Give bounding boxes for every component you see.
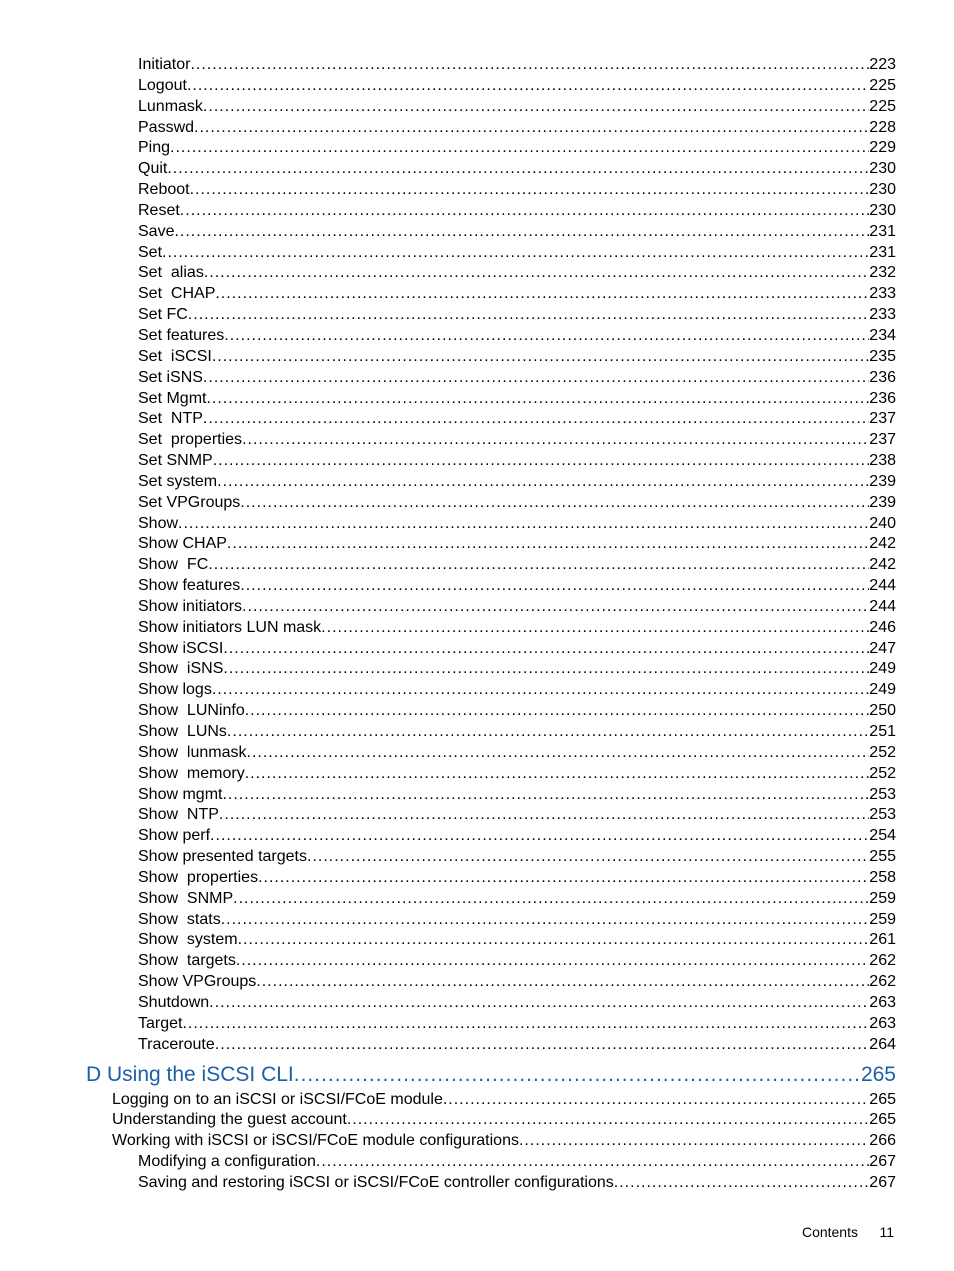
toc-entry[interactable] [0,764,954,785]
toc-entry[interactable] [0,785,954,806]
dot-leader [217,472,869,493]
toc-entry[interactable] [0,1090,954,1111]
toc-entry[interactable] [0,555,954,576]
toc-entry-line[interactable] [138,451,896,472]
toc-entry-title[interactable]: Show perf [138,827,211,845]
toc-entry-title[interactable]: Set FC [138,306,188,324]
dot-leader [223,659,869,680]
toc-entry[interactable] [0,368,954,389]
dot-leader [178,514,869,535]
toc-entry-line[interactable] [138,1173,896,1194]
toc-entry[interactable] [0,201,954,222]
toc-entry-page-number[interactable]: 250 [869,702,896,720]
toc-entry-page-number[interactable]: 237 [869,431,896,449]
toc-entry-title[interactable]: Show [138,514,179,532]
toc-entry-page-number[interactable]: 244 [869,597,896,615]
dot-leader [208,555,869,576]
toc-entry-title[interactable]: Set VPGroups [138,493,241,511]
toc-entry-page-number[interactable]: 249 [869,681,896,699]
toc-entry-page-number[interactable]: 255 [869,848,896,866]
toc-entry[interactable] [0,680,954,701]
toc-entry-title[interactable]: Show memory [138,764,245,782]
toc-entry-page-number[interactable]: 244 [869,577,896,595]
toc-entry-title[interactable]: Ping [138,139,171,157]
toc-entry-title[interactable]: Lunmask [138,97,203,115]
toc-entry-line[interactable] [112,1110,896,1131]
toc-entry-title[interactable]: Show stats [138,910,221,928]
toc-entry-line[interactable] [138,514,896,535]
toc-chapter-entry[interactable] [0,1058,954,1091]
toc-entry-title[interactable]: Passwd [138,118,195,136]
toc-entry[interactable] [0,284,954,305]
toc-entry[interactable] [0,659,954,680]
toc-entry[interactable] [0,409,954,430]
toc-entry-line[interactable] [138,868,896,889]
toc-entry-line[interactable] [138,680,896,701]
toc-entry-title[interactable]: Set SNMP [138,452,213,470]
toc-entry-title[interactable]: Reset [138,201,180,219]
toc-entry-page-number[interactable]: 240 [869,514,896,532]
toc-entry-line[interactable] [138,826,896,847]
toc-entry[interactable] [0,1173,954,1194]
dot-leader [203,97,869,118]
dot-leader [215,284,869,305]
dot-leader [238,930,870,951]
toc-entry-line[interactable] [138,534,896,555]
toc-entry-page-number[interactable]: 236 [869,389,896,407]
dot-leader [167,159,869,180]
toc-entry-page-number[interactable]: 246 [869,618,896,636]
dot-leader [258,868,869,889]
toc-entry-page-number[interactable]: 267 [869,1153,896,1171]
toc-entry-title[interactable]: Set CHAP [138,285,216,303]
toc-entry-page-number[interactable]: 249 [869,660,896,678]
page-footer [0,1222,954,1242]
toc-entry-line[interactable] [138,493,896,514]
toc-entry-line[interactable] [138,430,896,451]
toc-entry-title[interactable]: Modifying a configuration [138,1153,316,1171]
toc-entry-title[interactable]: Show system [138,931,238,949]
toc-entry-page-number[interactable]: 252 [869,764,896,782]
dot-leader [245,764,870,785]
toc-entry-title[interactable]: Understanding the guest account [112,1111,347,1129]
toc-entry-line[interactable] [138,847,896,868]
toc-entry-page-number[interactable]: 259 [869,910,896,928]
toc-entry-page-number[interactable]: 253 [869,785,896,803]
dot-leader [204,263,869,284]
toc-entry-line[interactable] [138,97,896,118]
toc-entry[interactable] [0,1014,954,1035]
toc-entry-page-number[interactable]: 265 [869,1111,896,1129]
toc-entry-title[interactable]: Logout [138,76,187,94]
toc-entry[interactable] [0,97,954,118]
toc-entry-line[interactable] [138,368,896,389]
dot-leader [221,910,870,931]
toc-entry[interactable] [0,534,954,555]
dot-leader [212,680,869,701]
toc-entry-line[interactable] [138,263,896,284]
dot-leader [222,785,869,806]
toc-entry-line[interactable] [138,409,896,430]
toc-entry[interactable] [0,805,954,826]
dot-leader [443,1090,869,1111]
toc-entry-title[interactable]: Quit [138,160,168,178]
toc-entry-line[interactable] [138,1014,896,1035]
dot-leader [174,222,869,243]
toc-entry-page-number[interactable]: 232 [869,264,896,282]
toc-entry-title[interactable]: Working with iSCSI or iSCSI/FCoE module configurations [112,1132,519,1150]
toc-entry-line[interactable] [138,930,896,951]
dot-leader [236,951,869,972]
toc-entry-line[interactable] [138,159,896,180]
toc-entry[interactable] [0,159,954,180]
toc-entry-page-number[interactable]: 225 [869,97,896,115]
dot-leader [227,534,869,555]
toc-entry-page-number[interactable]: 237 [869,410,896,428]
toc-entry-page-number[interactable]: 225 [869,76,896,94]
toc-entry-page-number[interactable]: 239 [869,493,896,511]
toc-entry-title[interactable]: Show mgmt [138,785,223,803]
dot-leader [215,1035,870,1056]
toc-entry-title[interactable]: Show CHAP [138,535,227,553]
dot-leader [209,993,869,1014]
toc-entry-title[interactable]: Saving and restoring iSCSI or iSCSI/FCoE controller configurations [138,1173,614,1191]
dot-leader [294,1058,861,1091]
toc-entry-line[interactable] [138,305,896,326]
toc-entry[interactable] [0,889,954,910]
toc-entry-line[interactable] [138,597,896,618]
toc-entry-page-number[interactable]: 259 [869,889,896,907]
toc-entry-title[interactable]: Set iSNS [138,368,203,386]
dot-leader [219,805,869,826]
toc-entry[interactable] [0,701,954,722]
toc-entry-line[interactable] [138,118,896,139]
toc-entry-title[interactable]: Reboot [138,181,190,199]
dot-leader [206,389,869,410]
dot-leader [316,1152,869,1173]
toc-entry[interactable] [0,76,954,97]
dot-leader [188,305,870,326]
toc-entry-line[interactable] [138,951,896,972]
toc-entry[interactable] [0,305,954,326]
toc-entry-page-number[interactable]: 262 [869,973,896,991]
toc-entry-line[interactable] [138,618,896,639]
toc-entry[interactable] [0,451,954,472]
toc-entry-page-number[interactable]: 247 [869,639,896,657]
toc-entry-page-number[interactable]: 261 [869,931,896,949]
toc-entry[interactable] [0,263,954,284]
toc-entry-page-number[interactable]: 230 [869,201,896,219]
toc-entry[interactable] [0,639,954,660]
toc-entry-line[interactable] [138,243,896,264]
toc-entry-page-number[interactable]: 258 [869,868,896,886]
table-of-contents [0,55,954,1194]
toc-entry-line[interactable] [138,764,896,785]
toc-entry-line[interactable] [138,222,896,243]
toc-entry-page-number[interactable]: 267 [869,1173,896,1191]
toc-entry[interactable] [0,389,954,410]
toc-entry-line[interactable] [138,972,896,993]
toc-entry[interactable] [0,430,954,451]
toc-entry-title[interactable]: Logging on to an iSCSI or iSCSI/FCoE module [112,1090,443,1108]
toc-entry[interactable] [0,55,954,76]
dot-leader [182,1014,869,1035]
toc-entry-line[interactable] [138,805,896,826]
toc-entry-title[interactable]: Show VPGroups [138,973,257,991]
toc-entry[interactable] [0,472,954,493]
dot-leader [519,1131,869,1152]
toc-entry-title[interactable]: Set [138,243,163,261]
toc-entry-page-number[interactable]: 233 [869,285,896,303]
toc-entry[interactable] [0,576,954,597]
toc-entry[interactable] [0,972,954,993]
toc-entry-line[interactable] [138,389,896,410]
toc-entry[interactable] [0,722,954,743]
toc-entry[interactable] [0,826,954,847]
toc-entry-page-number[interactable]: 252 [869,743,896,761]
dot-leader [170,138,869,159]
toc-entry[interactable] [0,326,954,347]
toc-entry-line[interactable] [138,180,896,201]
toc-entry-line[interactable] [138,722,896,743]
toc-entry-line[interactable] [138,576,896,597]
toc-entry-line[interactable] [138,889,896,910]
dot-leader [213,451,870,472]
dot-leader [240,493,869,514]
toc-entry-line[interactable] [138,347,896,368]
toc-entry-title[interactable]: Show NTP [138,806,219,824]
toc-entry-page-number[interactable]: 233 [869,306,896,324]
toc-entry-title[interactable]: Show LUNinfo [138,702,245,720]
dot-leader [187,76,869,97]
dot-leader [224,326,869,347]
toc-entry[interactable] [0,1152,954,1173]
toc-entry-title[interactable]: Show initiators LUN mask [138,618,322,636]
toc-entry-page-number[interactable]: 242 [869,535,896,553]
toc-entry-page-number[interactable]: 230 [869,181,896,199]
dot-leader [162,243,869,264]
toc-entry-title[interactable]: Show iSCSI [138,639,224,657]
toc-entry-title[interactable]: Shutdown [138,993,210,1011]
dot-leader [203,368,869,389]
toc-entry-line[interactable] [138,284,896,305]
toc-entry-title[interactable]: Save [138,222,175,240]
toc-entry-title[interactable]: Set system [138,472,218,490]
toc-entry[interactable] [0,597,954,618]
toc-entry-title[interactable]: Set properties [138,431,243,449]
toc-entry[interactable] [0,930,954,951]
toc-entry-title[interactable]: Initiator [138,56,191,73]
toc-entry-title[interactable]: Set alias [138,264,204,282]
toc-entry-line[interactable] [138,701,896,722]
toc-entry-title[interactable]: Show initiators [138,597,243,615]
toc-entry-title[interactable]: Set features [138,326,225,344]
toc-entry[interactable] [0,951,954,972]
toc-entry-page-number[interactable]: 266 [869,1132,896,1150]
toc-entry-line[interactable] [138,555,896,576]
toc-entry-line[interactable] [138,910,896,931]
toc-entry-page-number[interactable]: 264 [869,1035,896,1053]
toc-entry-page-number[interactable]: 230 [869,160,896,178]
toc-entry[interactable] [0,493,954,514]
toc-entry-line[interactable] [138,993,896,1014]
toc-entry-title[interactable]: Show FC [138,556,209,574]
toc-entry-page-number[interactable]: 229 [869,139,896,157]
dot-leader [307,847,869,868]
toc-entry[interactable] [0,180,954,201]
toc-entry-page-number[interactable]: 223 [869,56,896,73]
dot-leader [321,618,869,639]
toc-entry[interactable] [0,1131,954,1152]
toc-entry[interactable] [0,743,954,764]
toc-entry-title[interactable]: Show logs [138,681,212,699]
toc-entry-page-number[interactable]: 234 [869,326,896,344]
toc-entry-line[interactable] [138,138,896,159]
toc-entry-page-number[interactable]: 231 [869,222,896,240]
dot-leader [223,639,869,660]
toc-entry-line[interactable] [138,743,896,764]
dot-leader [233,889,869,910]
toc-entry[interactable] [0,514,954,535]
toc-entry-line[interactable] [138,76,896,97]
dot-leader [194,118,869,139]
dot-leader [347,1110,869,1131]
toc-entry-page-number[interactable]: 239 [869,472,896,490]
toc-entry-line[interactable] [138,1152,896,1173]
toc-entry-title[interactable]: Set NTP [138,410,203,428]
dot-leader [210,826,869,847]
toc-entry-line[interactable] [138,1035,896,1056]
toc-entry[interactable] [0,118,954,139]
toc-entry-title[interactable]: Show presented targets [138,848,307,866]
toc-entry-page-number[interactable]: 242 [869,556,896,574]
toc-entry-title[interactable]: Show LUNs [138,723,227,740]
dot-leader [203,409,869,430]
toc-entry-page-number[interactable]: 235 [869,347,896,365]
toc-entry[interactable] [0,138,954,159]
toc-entry[interactable] [0,222,954,243]
toc-entry-line[interactable] [138,201,896,222]
footer-page-number: 11 [879,1224,894,1240]
toc-entry[interactable] [0,347,954,368]
dot-leader [240,576,869,597]
toc-entry-page-number[interactable]: 263 [869,993,896,1011]
toc-entry[interactable] [0,1110,954,1131]
toc-entry-page-number[interactable]: 238 [869,452,896,470]
toc-entry-title[interactable]: Target [138,1014,183,1032]
toc-entry-page-number[interactable]: 231 [869,243,896,261]
toc-entry-title[interactable]: D Using the iSCSI CLI [86,1062,294,1086]
toc-entry[interactable] [0,847,954,868]
toc-entry-page-number[interactable]: 251 [869,723,896,740]
dot-leader [190,55,869,76]
toc-entry-line[interactable] [138,785,896,806]
toc-entry-line[interactable] [138,472,896,493]
toc-entry-page-number[interactable]: 236 [869,368,896,386]
toc-entry-title[interactable]: Show features [138,577,241,595]
toc-entry-page-number[interactable]: 265 [869,1090,896,1108]
toc-entry-line[interactable] [112,1131,896,1152]
toc-entry-line[interactable] [138,659,896,680]
toc-entry-page-number[interactable]: 254 [869,827,896,845]
dot-leader [227,722,869,743]
dot-leader [212,347,869,368]
dot-leader [190,180,870,201]
dot-leader [242,597,869,618]
dot-leader [180,201,870,222]
toc-entry-title[interactable]: Show properties [138,868,259,886]
dot-leader [247,743,870,764]
toc-entry-title[interactable]: Set iSCSI [138,347,212,365]
toc-entry-title[interactable]: Show SNMP [138,889,234,907]
toc-entry-title[interactable]: Show targets [138,952,236,970]
toc-entry-line[interactable] [112,1090,896,1111]
toc-entry-page-number[interactable]: 228 [869,118,896,136]
toc-entry[interactable] [0,618,954,639]
toc-entry-title[interactable]: Show iSNS [138,660,224,678]
dot-leader [242,430,869,451]
toc-entry-page-number[interactable]: 262 [869,952,896,970]
dot-leader [245,701,870,722]
toc-entry[interactable] [0,868,954,889]
toc-entry-title[interactable]: Set Mgmt [138,389,207,407]
toc-entry[interactable] [0,1035,954,1056]
toc-entry-page-number[interactable]: 263 [869,1014,896,1032]
toc-entry-line[interactable] [138,55,896,76]
toc-entry-page-number[interactable]: 253 [869,806,896,824]
toc-entry-line[interactable] [138,639,896,660]
toc-entry[interactable] [0,993,954,1014]
toc-entry-page-number[interactable]: 265 [860,1062,896,1086]
toc-entry-line[interactable] [138,326,896,347]
toc-entry-title[interactable]: Show lunmask [138,743,247,761]
footer-section-label: Contents [801,1224,858,1240]
toc-entry[interactable] [0,243,954,264]
dot-leader [614,1173,870,1194]
dot-leader [256,972,869,993]
toc-entry-title[interactable]: Traceroute [138,1035,215,1053]
toc-entry-line[interactable] [86,1058,896,1091]
toc-entry[interactable] [0,910,954,931]
